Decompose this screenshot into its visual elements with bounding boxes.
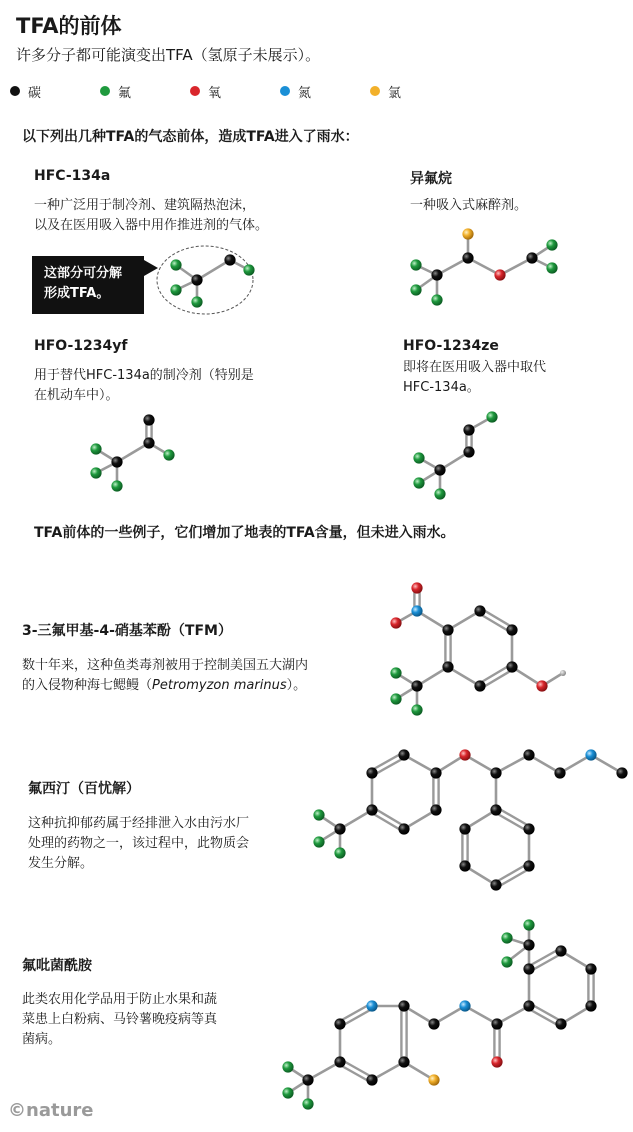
carbon-atom <box>434 464 445 475</box>
bond <box>496 755 529 773</box>
carbon-atom <box>474 605 485 616</box>
carbon-atom <box>555 945 566 956</box>
carbon-atom <box>523 963 534 974</box>
oxygen-atom <box>494 269 505 280</box>
carbon-atom <box>224 254 235 265</box>
carbon-atom <box>430 804 441 815</box>
oxygen-atom <box>390 617 401 628</box>
carbon-atom <box>431 269 442 280</box>
oxygen-atom <box>536 680 547 691</box>
fluorine-atom <box>501 956 512 967</box>
fluorine-atom <box>390 693 401 704</box>
chlorine-atom <box>428 1074 439 1085</box>
fluorine-atom <box>523 919 534 930</box>
carbon-atom <box>143 414 154 425</box>
fluorine-atom <box>546 239 557 250</box>
legend-label: 氟 <box>118 85 132 101</box>
carbon-atom <box>585 963 596 974</box>
fluorine-atom <box>431 294 442 305</box>
section-heading-surface: TFA前体的一些例子，它们增加了地表的TFA含量，但未进入雨水。 <box>34 525 455 541</box>
fluorine-atom <box>390 667 401 678</box>
fluorine-atom <box>411 704 422 715</box>
carbon-atom <box>585 1000 596 1011</box>
molecule-name-tfm: 3-三氟甲基-4-硝基苯酚（TFM） <box>22 623 232 639</box>
carbon-atom <box>523 939 534 950</box>
molecule-name-isoflurane: 异氟烷 <box>410 171 452 187</box>
fluorine-atom <box>282 1061 293 1072</box>
page-title: TFA的前体 <box>16 14 122 38</box>
molecule-atoms <box>90 228 627 1109</box>
fluorine-atom <box>501 932 512 943</box>
oxygen-atom <box>491 1056 502 1067</box>
fluorine-atom <box>282 1087 293 1098</box>
carbon-atom <box>366 1074 377 1085</box>
section-heading-gaseous: 以下列出几种TFA的气态前体，造成TFA进入了雨水： <box>22 129 359 145</box>
molecule-desc-fluoxetine: 这种抗抑郁药属于经排泄入水由污水厂 处理的药物之一，该过程中，此物质会 发生分解。 <box>28 816 250 871</box>
carbon-atom <box>398 749 409 760</box>
species-name: Petromyzon marinus <box>152 678 287 693</box>
carbon-atom <box>506 661 517 672</box>
oxygen-atom <box>459 749 470 760</box>
page-subtitle: 许多分子都可能演变出TFA（氢原子未展示）。 <box>16 46 321 64</box>
bond <box>197 260 230 280</box>
carbon-atom <box>616 767 627 778</box>
oxygen-atom <box>411 582 422 593</box>
legend-label: 碳 <box>28 85 42 101</box>
chlorine-atom <box>462 228 473 239</box>
carbon-atom <box>366 767 377 778</box>
fluorine-atom <box>243 264 254 275</box>
fluorine-atom <box>90 443 101 454</box>
fluorine-atom <box>410 259 421 270</box>
molecule-name-fluopyram: 氟吡菌酰胺 <box>22 958 92 974</box>
fluorine-atom <box>313 836 324 847</box>
carbon-atom <box>523 860 534 871</box>
fluorine-atom <box>191 296 202 307</box>
carbon-atom <box>442 661 453 672</box>
carbon-atom <box>398 1056 409 1067</box>
nitrogen-atom <box>366 1000 377 1011</box>
fluorine-atom <box>434 488 445 499</box>
carbon-atom <box>490 804 501 815</box>
carbon-atom <box>463 446 474 457</box>
carbon-atom <box>462 252 473 263</box>
fluorine-atom <box>486 411 497 422</box>
carbon-atom <box>491 1018 502 1029</box>
carbon-atom <box>398 823 409 834</box>
molecule-name-hfo1234yf: HFO-1234yf <box>34 338 128 354</box>
carbon-atom <box>463 424 474 435</box>
nitrogen-atom <box>585 749 596 760</box>
fluorine-atom <box>170 259 181 270</box>
legend-label: 氯 <box>388 85 402 101</box>
carbon-atom <box>428 1018 439 1029</box>
fluorine-atom <box>413 452 424 463</box>
molecule-desc-hfo1234yf: 用于替代HFC-134a的制冷剂（特别是 在机动车中）。 <box>34 368 254 403</box>
fluorine-atom <box>313 809 324 820</box>
carbon-atom <box>523 823 534 834</box>
fluorine-atom <box>410 284 421 295</box>
nature-logo: ©nature <box>8 1100 94 1121</box>
carbon-atom <box>523 1000 534 1011</box>
molecule-desc-hfo1234ze: 即将在医用吸入器中取代 HFC-134a。 <box>403 360 547 395</box>
nitrogen-atom <box>411 605 422 616</box>
legend-label: 氮 <box>298 85 312 101</box>
carbon-atom <box>526 252 537 263</box>
fluorine-atom <box>546 262 557 273</box>
carbon-atom <box>398 1000 409 1011</box>
carbon-atom <box>490 879 501 890</box>
carbon-atom <box>523 749 534 760</box>
carbon-atom <box>334 1018 345 1029</box>
carbon-atom <box>334 1056 345 1067</box>
nitrogen-atom <box>459 1000 470 1011</box>
molecule-desc-hfc134a: 一种广泛用于制冷剂、建筑隔热泡沫， 以及在医用吸入器中用作推进剂的气体。 <box>34 198 269 233</box>
carbon-atom <box>555 1018 566 1029</box>
carbon-atom <box>430 767 441 778</box>
molecule-desc-tfm: 数十年来，这种鱼类毒剂被用于控制美国五大湖内 的入侵物种海七鳃鳗（Petromyzon marinus）。 <box>22 658 309 693</box>
carbon-atom <box>366 804 377 815</box>
fluorine-atom <box>111 480 122 491</box>
molecule-desc-isoflurane: 一种吸入式麻醉剂。 <box>410 198 528 213</box>
fluorine-atom <box>413 477 424 488</box>
carbon-atom <box>459 823 470 834</box>
carbon-atom <box>191 274 202 285</box>
fluorine-atom <box>163 449 174 460</box>
molecule-name-hfo1234ze: HFO-1234ze <box>403 338 499 354</box>
carbon-atom <box>506 624 517 635</box>
molecule-name-fluoxetine: 氟西汀（百忧解） <box>28 781 140 797</box>
carbon-atom <box>442 624 453 635</box>
fluorine-atom <box>302 1098 313 1109</box>
carbon-atom <box>302 1074 313 1085</box>
fluorine-atom <box>90 467 101 478</box>
carbon-atom <box>459 860 470 871</box>
carbon-atom <box>334 823 345 834</box>
carbon-atom <box>474 680 485 691</box>
molecule-name-hfc134a: HFC-134a <box>34 168 111 184</box>
legend-label: 氧 <box>208 85 222 101</box>
hydrogen-atom <box>560 670 566 676</box>
molecule-bonds <box>96 234 622 1104</box>
carbon-atom <box>143 437 154 448</box>
carbon-atom <box>490 767 501 778</box>
highlight-ellipse <box>157 246 253 314</box>
molecule-desc-fluopyram: 此类农用化学品用于防止水果和蔬 菜患上白粉病、马铃薯晚疫病等真 菌病。 <box>22 992 218 1047</box>
fluorine-atom <box>170 284 181 295</box>
carbon-atom <box>411 680 422 691</box>
fluorine-atom <box>334 847 345 858</box>
callout-box: 这部分可分解 形成TFA。 <box>32 256 144 314</box>
carbon-atom <box>111 456 122 467</box>
carbon-atom <box>554 767 565 778</box>
